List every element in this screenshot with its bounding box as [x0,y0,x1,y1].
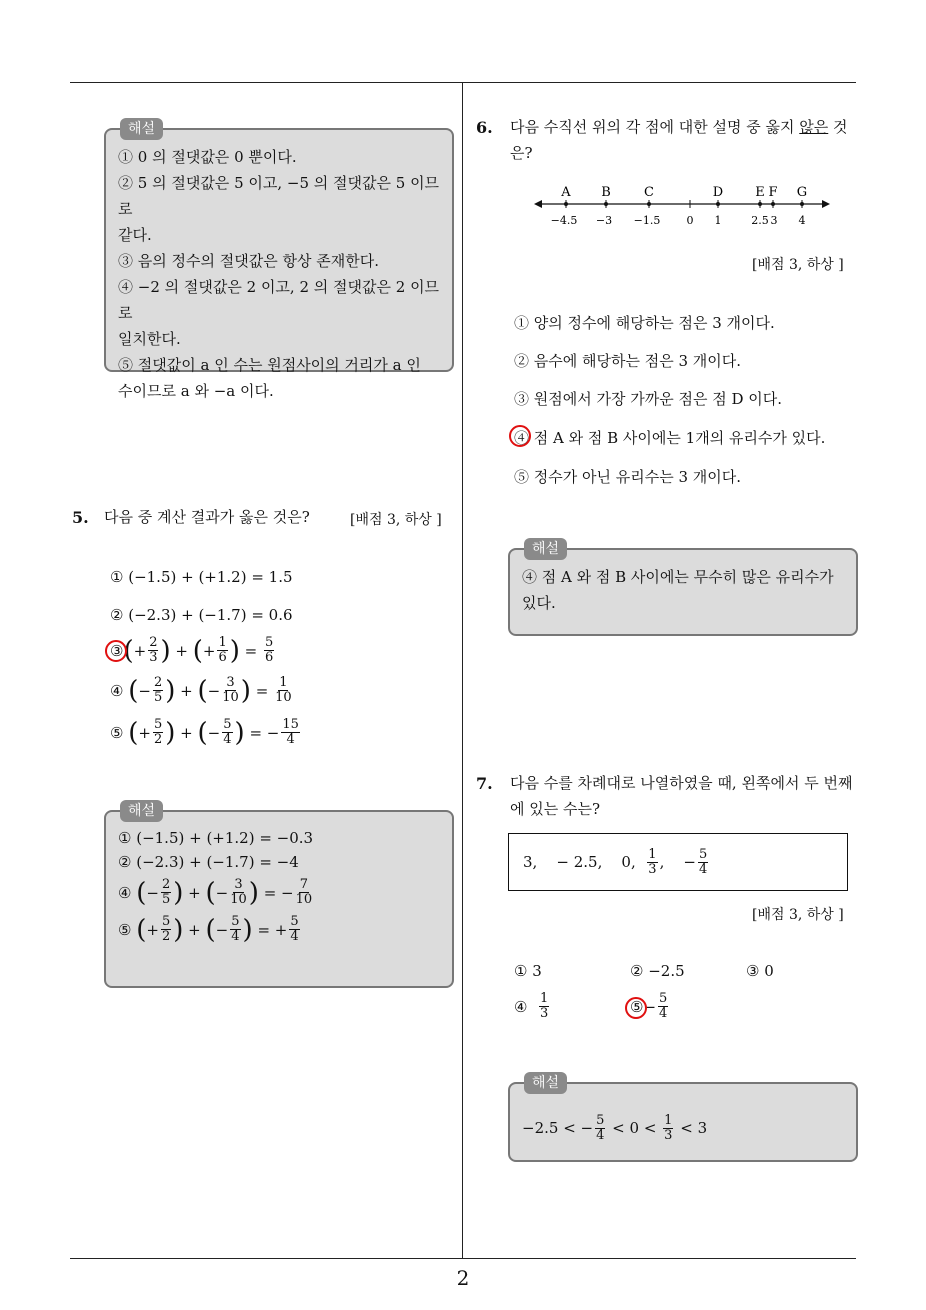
option-1[interactable]: ① (−1.5) + (+1.2) = 1.5 [110,568,293,586]
option-3[interactable]: ③ ( + $\frac{2}{3}$ ) + ( + $\frac{1}{6}$ ) = $\frac{5}{6}$ [110,635,274,666]
number-list: 3, − 2.5, 0, [523,853,636,871]
denominator: 2 [153,732,163,747]
denominator: 3 [648,861,657,877]
solution-line: 일치한다. [118,330,181,348]
point-label: D [712,185,724,200]
numerator: 5 [223,717,232,732]
option-number: ⑤ [110,723,124,742]
number-line [530,182,840,232]
inequality-part: < 0 < [612,1119,657,1137]
inequality-part: < 3 [680,1119,708,1137]
denominator: 4 [699,861,708,877]
tick-label: 4 [798,214,806,227]
numerator: 5 [153,717,163,732]
tick-label: 2.5 [751,214,769,227]
numerator: 1 [279,675,288,690]
denominator: 3 [664,1127,673,1143]
denominator: 6 [218,650,227,665]
tick-label: 3 [770,214,778,227]
q7-solution-box [508,1075,858,1162]
point-dot [771,202,775,206]
option-2[interactable]: ② 음수에 해당하는 점은 3 개이다. [514,352,742,370]
solution-line: ② 5 의 절댓값은 5 이고, −5 의 절댓값은 5 이므로 [118,174,440,218]
answer-mark [105,640,127,662]
denominator: 5 [161,892,171,907]
numerator: 5 [231,914,240,929]
separator: , [659,853,665,871]
solution-line: ⑤ ( + $\frac{5}{2}$ ) + ( − $\frac{5}{4}$ ) = + $\frac{5}{4}$ [118,914,299,945]
solution-tag: 해설 [120,800,163,822]
left-arrow [534,200,542,208]
question-number: 5. [72,508,89,527]
denominator: 10 [222,690,239,705]
point-label: E [755,185,765,200]
option-4[interactable]: ④ 점 A 와 점 B 사이에는 1개의 유리수가 있다. [514,429,826,447]
numerator: 2 [149,635,158,650]
numerator: 5 [290,914,299,929]
denominator: 10 [230,892,247,907]
underlined-word: 않은 [799,118,829,136]
solution-line: ⑤ 절댓값이 a 인 수는 원점사이의 거리가 a 인 [118,356,421,374]
point-dot [564,202,568,206]
point-dot [716,202,720,206]
solution-line: 수이므로 a 와 −a 이다. [118,382,274,400]
q6-solution-box [508,541,858,636]
point-dot [647,202,651,206]
option-1[interactable]: ① 양의 정수에 해당하는 점은 3 개이다. [514,314,775,332]
sign: − [643,997,657,1016]
denominator: 2 [161,929,171,944]
numerator: 1 [648,846,657,862]
option-3[interactable]: ③ 원점에서 가장 가까운 점은 점 D 이다. [514,390,783,408]
question-text: 다음 중 계산 결과가 옳은 것은? [104,508,310,526]
points-label: [배점 3, 하상 ] [752,257,844,273]
column-divider [462,82,463,1258]
question-text-part: 다음 수를 차례대로 나열하였을 때, 왼쪽에서 두 번째 [510,774,853,792]
option-number: ⑤ [630,997,644,1016]
tick-label: −4.5 [550,214,578,227]
point-dot [604,202,608,206]
question-text [510,114,860,166]
point-dot [800,202,804,206]
option-3[interactable]: ③ 0 [746,962,774,980]
denominator: 4 [659,1006,668,1021]
question-text-part: 은? [510,144,533,162]
point-labels [560,185,807,200]
numerator: 1 [540,991,549,1006]
denominator: 10 [275,690,292,705]
option-4[interactable]: ④ ( − $\frac{2}{5}$ ) + ( − $\frac{3}{10}$ ) = $\frac{1}{10}$ [110,675,292,706]
solution-line: ① (−1.5) + (+1.2) = −0.3 [118,829,314,847]
solution-line: ② (−2.3) + (−1.7) = −4 [118,853,299,871]
numerator: 2 [153,675,163,690]
denominator: 10 [295,892,313,907]
tick-label: −3 [595,214,613,227]
point-label: B [601,185,611,200]
numerator: 5 [265,635,274,650]
option-number: ⑤ [118,920,132,939]
option-number: ④ [118,883,132,902]
q4-solution-box [104,121,454,400]
numerator: 2 [161,877,171,892]
solution-line: ③ 음의 정수의 절댓값은 항상 존재한다. [118,252,379,270]
solution-tag: 해설 [524,1072,567,1094]
q5-solution-box [104,803,454,988]
page-number: 2 [456,1266,470,1290]
numerator: 5 [161,914,171,929]
numerator: 7 [299,877,309,892]
top-rule [70,82,856,83]
option-5[interactable]: ⑤ ( + $\frac{5}{2}$ ) + ( − $\frac{5}{4}$ ) = − $\frac{15}{4}$ [110,717,299,748]
solution-line: ④ ( − $\frac{2}{5}$ ) + ( − $\frac{3}{10}$ ) = − $\frac{7}{10}$ [118,877,313,908]
sign: − [683,853,696,871]
option-number: ④ [110,681,124,700]
numerator: 3 [234,877,243,892]
option-number: ③ [110,641,124,660]
point-label: G [796,185,808,200]
points-label: [배점 3, 하상 ] [350,512,442,528]
points-label: [배점 3, 하상 ] [752,907,844,923]
numerator: 1 [218,635,227,650]
option-5[interactable]: ⑤ 정수가 아닌 유리수는 3 개이다. [514,468,742,486]
denominator: 4 [223,732,232,747]
tick-label: −1.5 [633,214,661,227]
option-number: ④ [514,997,528,1016]
solution-line: ④ −2 의 절댓값은 2 이고, 2 의 절댓값은 2 이므로 [118,278,440,322]
denominator: 3 [540,1006,549,1021]
numerator: 3 [226,675,235,690]
denominator: 4 [286,732,295,747]
tick-label: 0 [686,214,694,227]
solution-tag: 해설 [524,538,567,560]
solution-tag: 해설 [120,118,163,140]
answer-mark [509,425,531,447]
answer-mark [625,997,647,1019]
right-arrow [822,200,830,208]
bottom-rule [70,1258,856,1259]
numerator: 5 [596,1112,605,1128]
numerator: 15 [282,717,299,732]
option-2[interactable]: ② −2.5 [630,962,685,980]
denominator: 6 [265,650,274,665]
denominator: 4 [231,929,240,944]
point-label: A [561,185,571,200]
numerator: 5 [659,991,668,1006]
option-1[interactable]: ① 3 [514,962,542,980]
denominator: 5 [153,690,163,705]
numerator: 5 [699,846,708,862]
numerator: 1 [664,1112,673,1128]
option-4[interactable] [514,992,551,1021]
question-number: 6. [476,118,493,137]
point-label: F [768,185,778,200]
tick-label: 1 [714,214,722,227]
solution-line: 있다. [522,594,556,612]
tick-labels [551,214,806,227]
point-label: C [644,185,654,200]
denominator: 4 [596,1127,605,1143]
question-text [510,770,860,822]
denominator: 4 [290,929,299,944]
inequality-part: −2.5 < − [522,1119,594,1137]
number-list-box [508,833,848,891]
option-2[interactable]: ② (−2.3) + (−1.7) = 0.6 [110,606,293,624]
question-text-part: 것 [833,118,848,136]
solution-line: 같다. [118,226,152,244]
solution-line: ④ 점 A 와 점 B 사이에는 무수히 많은 유리수가 [522,568,834,586]
denominator: 3 [149,650,158,665]
question-text-part: 다음 수직선 위의 각 점에 대한 설명 중 옳지 [510,118,795,136]
point-dot [758,202,762,206]
solution-line: ① 0 의 절댓값은 0 뿐이다. [118,148,297,166]
question-text-part: 에 있는 수는? [510,800,601,818]
question-number: 7. [476,774,493,793]
